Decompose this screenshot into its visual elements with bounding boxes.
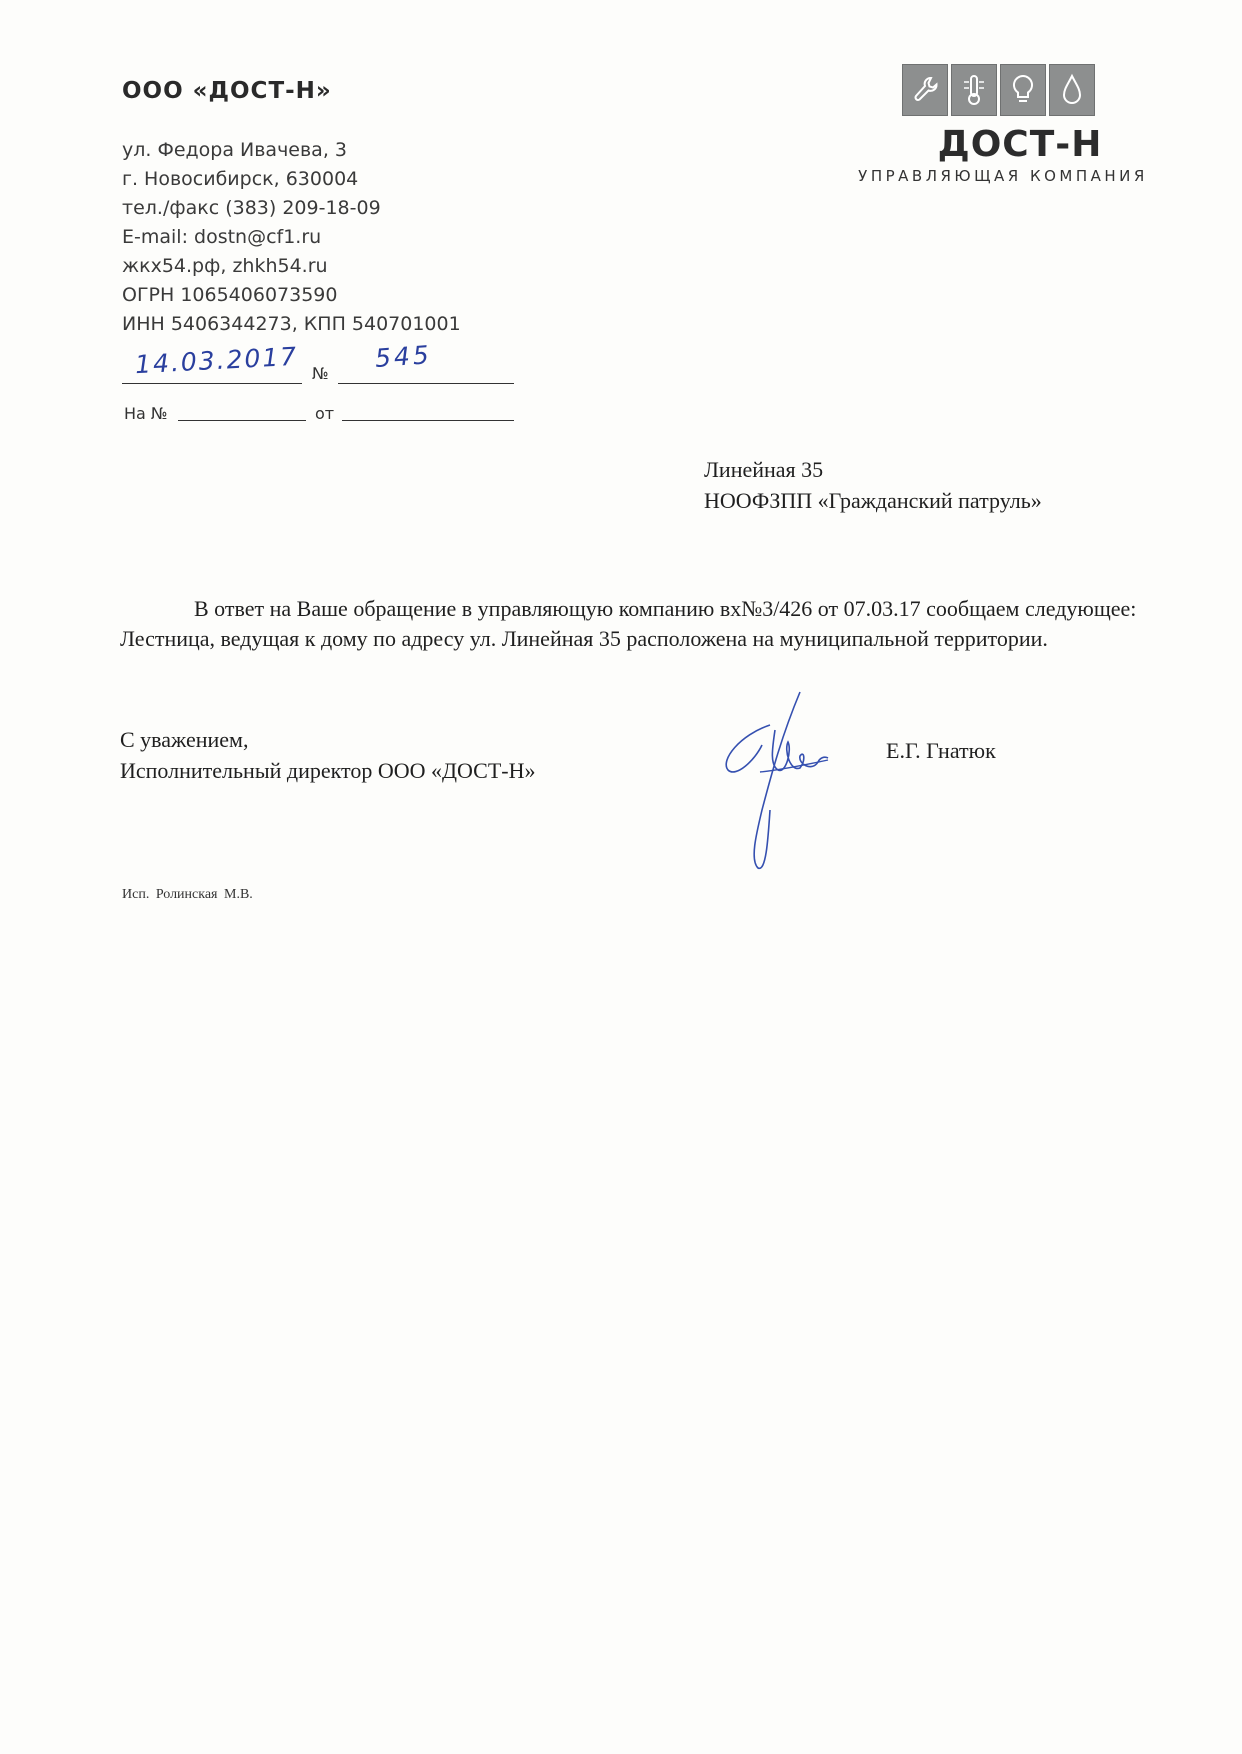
address-line: E-mail: dostn@cf1.ru (122, 226, 322, 248)
thermometer-icon (951, 64, 997, 116)
address-line: ИНН 5406344273, КПП 540701001 (122, 313, 461, 335)
address-line: ОГРН 1065406073590 (122, 284, 338, 306)
body-paragraph: Лестница, ведущая к дому по адресу ул. Линейная 35 расположена на муниципальной территории. (120, 626, 1048, 651)
recipient-org: НООФЗПП «Гражданский патруль» (704, 488, 1042, 513)
handwritten-number: 545 (374, 340, 433, 373)
address-line: ул. Федора Ивачева, 3 (122, 139, 347, 161)
reply-date-label: от (315, 404, 335, 423)
number-underline (338, 383, 514, 384)
address-line: жкх54.рф, zhkh54.ru (122, 255, 328, 277)
address-line: тел./факс (383) 209-18-09 (122, 197, 381, 219)
recipient-block (704, 454, 1042, 516)
org-name: ООО «ДОСТ-Н» (122, 78, 332, 104)
company-logo-icons (902, 64, 1095, 116)
address-line: г. Новосибирск, 630004 (122, 168, 359, 190)
water-drop-icon (1049, 64, 1095, 116)
reply-number-label: На № (124, 404, 168, 423)
signer-name: Е.Г. Гнатюк (886, 738, 996, 763)
handwritten-signature (700, 690, 850, 880)
body-paragraph: В ответ на Ваше обращение в управляющую компанию вх№3/426 от 07.03.17 сообщаем следующее: (194, 596, 1137, 621)
closing-block (120, 724, 536, 786)
logo-subtitle: УПРАВЛЯЮЩАЯ КОМПАНИЯ (858, 167, 1148, 185)
handwritten-date: 14.03.2017 (134, 341, 299, 380)
number-label: № (312, 364, 329, 383)
signer-title: Исполнительный директор ООО «ДОСТ-Н» (120, 758, 536, 783)
letter-body (120, 594, 1180, 654)
date-underline (122, 383, 302, 384)
logo-company-name: ДОСТ-Н (937, 124, 1103, 165)
lightbulb-icon (1000, 64, 1046, 116)
reply-number-underline (178, 420, 306, 421)
executor-note: Исп. Ролинская М.В. (122, 887, 253, 902)
recipient-address: Линейная 35 (704, 457, 824, 482)
reply-date-underline (342, 420, 514, 421)
closing-greeting: С уважением, (120, 727, 249, 752)
wrench-icon (902, 64, 948, 116)
org-address-block (122, 136, 461, 339)
